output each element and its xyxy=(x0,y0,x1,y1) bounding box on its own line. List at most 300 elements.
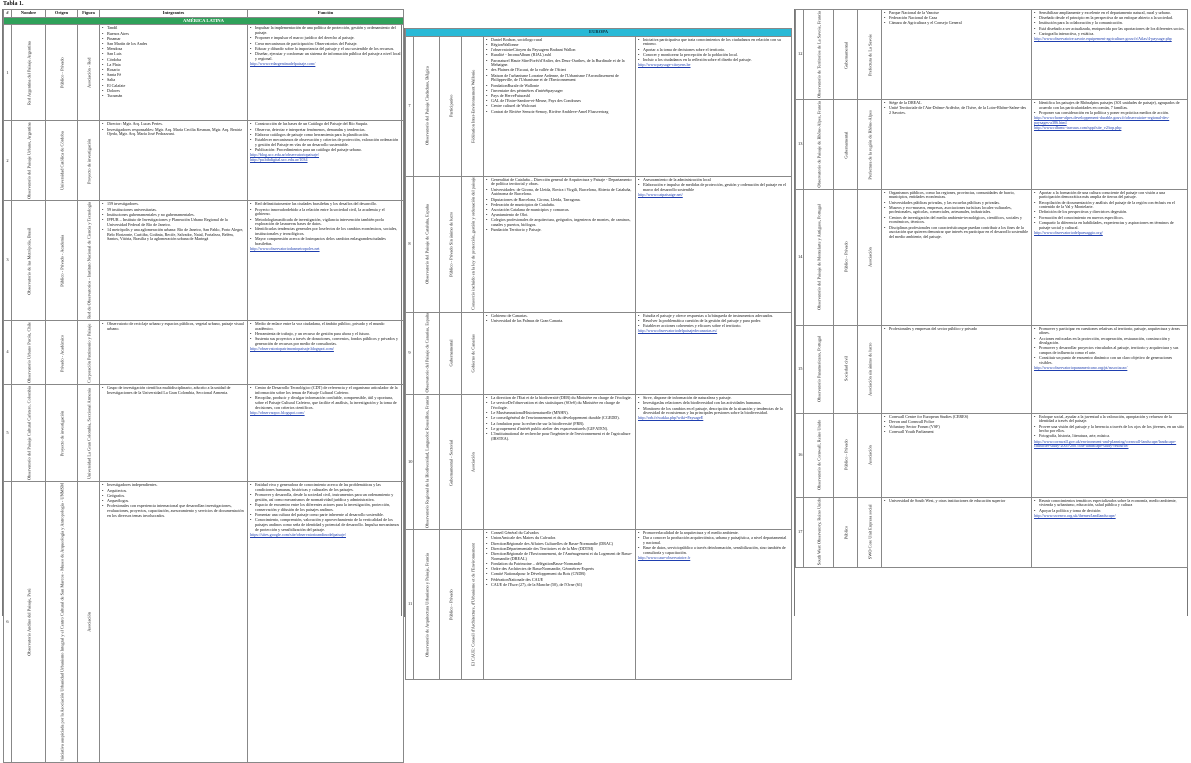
observatory-origin-text: Público - Privado xyxy=(448,589,453,621)
observatory-name-text: Observatorio del Paisaje de Montelarte y Antiguos, Portugal xyxy=(816,204,821,311)
members-list xyxy=(486,178,633,233)
observatory-origin xyxy=(834,10,858,100)
function-item: • Recopilación de documentación y análisis del paisaje de la región con énfasis en el contenido de la Val y Montelarte. xyxy=(1034,201,1185,210)
observatory-name xyxy=(414,312,440,395)
row-number-text: 5 xyxy=(6,429,9,435)
website-link[interactable]: http://observatoriopatrimoniopaisaje.blogspot.com/ xyxy=(250,346,334,352)
header-num: # xyxy=(4,10,12,18)
website-link[interactable]: http://www.rdbrmc-travaux.com/sppi/site_v2/top.php xyxy=(1034,124,1122,130)
row-number xyxy=(796,497,804,567)
table-row xyxy=(796,413,1188,497)
members-cell xyxy=(882,325,1032,413)
panel-europe-continued xyxy=(794,9,1188,616)
member-item: • Observatorio de reciclaje urbano y espacios públicos, vegetal urbano, paisaje visual urbano. xyxy=(102,322,245,331)
row-number xyxy=(796,100,804,190)
members-list xyxy=(102,386,245,395)
table-header-row xyxy=(4,10,404,18)
row-number-text: 8 xyxy=(408,240,411,246)
members-cell xyxy=(100,385,248,482)
observatory-name-text: Observatorio Urbano Pucón, Chile xyxy=(26,322,31,384)
observatory-name-text: Observatorio de Arquitectura Urbanismo y Paisaje, Francia xyxy=(424,552,429,657)
member-item: • Cámara de Agricultura y el Consejo General xyxy=(884,21,1029,26)
members-list xyxy=(884,11,1029,26)
observatory-figure-text: Asociación xyxy=(867,247,872,267)
website-link[interactable]: http://www.paysage-citoyens.be xyxy=(638,62,691,68)
observatory-figure xyxy=(462,176,484,312)
observatory-name xyxy=(12,25,46,121)
function-item: • Conocer y monitorear la percepción de la población local. xyxy=(638,53,789,58)
member-item: • Pays de HerveFuturasbl xyxy=(486,94,633,99)
functions-list xyxy=(250,26,401,61)
member-item: • Le groupement d'intérêt public atelier des espacesnaturels (GIP ATEN). xyxy=(486,427,633,432)
observatory-origin xyxy=(46,25,78,121)
function-item: • Proponer e impulsar el marco jurídico del derecho al paisaje. xyxy=(250,36,401,41)
functions-list xyxy=(638,38,789,63)
row-number xyxy=(406,530,414,680)
observatory-origin-text: Gubernamental xyxy=(843,40,848,69)
member-item: • Arquitectos. xyxy=(102,489,245,494)
members-cell xyxy=(100,121,248,201)
function-item: • Sirve, dispone de información de naturaleza y paisaje. xyxy=(638,396,789,401)
member-item: • GAL de l'Entre-Sambre-et-Meuse, Pays des Condruses xyxy=(486,99,633,104)
member-item: • FondationRurale de Wallonie xyxy=(486,84,633,89)
member-item: • Contrat de Rivière Semois-Semoy, Rivière Ambleve-Amel Flussvertrag xyxy=(486,110,633,115)
observatory-figure-text: SWO Core Unit Enpresa social xyxy=(867,504,872,560)
website-link[interactable]: http://www.swenvo.org.uk/themes/landlandscape/ xyxy=(1034,512,1116,518)
observatory-origin-text: Gubernamental xyxy=(843,130,848,158)
members-cell xyxy=(100,321,248,385)
observatory-origin-text: Público - Privado xyxy=(843,439,848,471)
table-title: Tabla 1. xyxy=(3,1,24,7)
observatory-origin-text: Gubernamental xyxy=(448,339,453,367)
observatory-figure-text: Asociación xyxy=(867,445,872,465)
website-link[interactable]: http://www.observatoire.savoie.equipement-agriculture.gouv.fr/Atlas/4-paysage.php xyxy=(1034,36,1172,42)
observatory-name xyxy=(12,321,46,385)
member-item: • Grupo de investigación científica multidisciplinario, adscrito a la unidad de Investigaciones de la Universidad La Gran Colombia, Seccional Armenia. xyxy=(102,386,245,395)
row-number xyxy=(796,10,804,100)
functions-list xyxy=(638,314,789,329)
member-item: • Museos y eco-museos, empresas, asociaciones turísticas locales-culturales, profesionales, agrícolas, comerciales, artesanales, industriales. xyxy=(884,206,1029,215)
member-item: • Geógrafos. xyxy=(102,494,245,499)
row-number xyxy=(796,189,804,325)
website-link[interactable]: http://www.caue-observatoire.fr xyxy=(638,555,691,561)
observatory-figure-text: Asociación xyxy=(86,612,91,633)
website-link[interactable]: http://www.observatoriodelpaesaggio.org/ xyxy=(1034,229,1103,235)
table-row xyxy=(4,482,404,763)
member-item: • La direction de l'Etat et de la biodiversité (DEB) du Ministère en charge de l'écologie. xyxy=(486,396,633,401)
table-row xyxy=(406,176,792,312)
observatory-name-text: Observatorio Andino del Paisaje, Perú xyxy=(26,588,31,656)
table-row xyxy=(406,395,792,530)
function-item: • Acciones enfocadas en la protección, recuperación, restauración, construcción y divulgación. xyxy=(1034,337,1185,346)
function-cell xyxy=(248,121,404,201)
functions-list xyxy=(638,396,789,416)
row-number xyxy=(406,176,414,312)
function-cell xyxy=(248,321,404,385)
member-item: • Director: Mgtr. Arq. Lucas Peries. xyxy=(102,122,245,127)
member-item: • Federación de municipios de Cataluña. xyxy=(486,203,633,208)
header-members: Integrantes xyxy=(100,10,248,18)
functions-list xyxy=(1034,499,1185,514)
header-origin: Origen xyxy=(46,10,78,18)
members-cell xyxy=(484,312,636,395)
observatory-figure-text: Corporación Patrimonio y Paisaje xyxy=(86,323,91,383)
members-cell xyxy=(882,497,1032,567)
member-item: • CAUE de l'Eure (27), de la Manche (50), de l'Orne (61) xyxy=(486,583,633,588)
observatory-figure-text: Consorcio incluido en la ley de protección, gestión y ordenación del paisaje xyxy=(470,177,475,311)
member-item: • Universidad de las Palmas de Gran Canaria. xyxy=(486,319,633,324)
member-item: • Comité Nationalpour le Développement du Bois (CNDB) xyxy=(486,572,633,577)
member-item: • Organismos públicos, como las regiones, provincias, comunidades de barrio, municipios, entidades económicas. xyxy=(884,191,1029,200)
members-list xyxy=(102,483,245,518)
row-number-text: 15 xyxy=(798,365,803,371)
website-link[interactable]: http://observaopcc.blogspot.com/ xyxy=(250,409,305,415)
function-cell xyxy=(636,395,792,530)
website-link[interactable]: http://www.observatoriodelpaisajedecanarias.es/ xyxy=(638,328,718,334)
header-name: Nombre xyxy=(12,10,46,18)
member-item: • Dolores xyxy=(102,89,245,94)
observatory-figure-text: Prefectura de la región de Rhône-Alpes xyxy=(867,109,872,180)
function-item: • Elaborar catálogos de paisaje como herramienta para la planificación. xyxy=(250,133,401,138)
observatory-name xyxy=(804,413,834,497)
function-cell xyxy=(636,312,792,395)
member-item: • Cornwall Centre for European Studies (CERES) xyxy=(884,415,1029,420)
member-item: • La fondation pour la recherche sur la biodiversité (FRB). xyxy=(486,422,633,427)
member-item: • DirectionRégionale des Affaires Culturelles de Basse-Normandie (DRAC) xyxy=(486,542,633,547)
observatory-name xyxy=(12,201,46,321)
function-cell xyxy=(636,176,792,312)
observatory-name-text: South West Observatory, Reino Unido xyxy=(816,498,821,566)
member-item: • La Plata xyxy=(102,63,245,68)
member-item: • Universidades: de Girona, de Lleida, Rovira i Virgili, Barcelona, Abierta de Cataluña, Autónoma de Barcelona. xyxy=(486,188,633,197)
observatory-figure xyxy=(858,497,882,567)
europe-continued-rows xyxy=(796,10,1188,568)
function-item: • Investigaslas relaciones dela biodiversidad con las actividades humanas. xyxy=(638,401,789,406)
function-item: • Definición de los perspectivas y directrices degestión. xyxy=(1034,210,1185,215)
observatory-origin-text: Público - Privado - Academia xyxy=(59,234,64,287)
members-list xyxy=(486,314,633,324)
member-item: • Colegios profesionales de arquitectura, geógrafos, ingenieros de montes, de caminos, canales y puertos, biólogos. xyxy=(486,218,633,227)
observatory-name xyxy=(414,395,440,530)
observatory-name xyxy=(414,176,440,312)
members-cell xyxy=(484,530,636,680)
member-item: • Generalitat de Cataluña – Dirección general de Arquitectura y Paisaje - Departamento de política territorial y obras. xyxy=(486,178,633,187)
observatory-name-text: Red Argentina del Paisaje Argentina xyxy=(26,41,31,105)
members-cell xyxy=(484,176,636,312)
functions-list xyxy=(1034,415,1185,440)
members-cell xyxy=(100,482,248,763)
member-item: • FédérationNationale des CAUE xyxy=(486,578,633,583)
members-cell xyxy=(882,189,1032,325)
function-item: • Metodologíasunificada de investigación, vigilancia intervención también porla exploración de lasnuevas bases de datos. xyxy=(250,218,401,227)
member-item: • Universidades públicas privadas, y las escuelas públicas y privadas. xyxy=(884,201,1029,206)
header-figure: Figura xyxy=(78,10,100,18)
function-item: • Dar a conocer la producción arquitectónica, urbana y paisajística, a nivel departamental y nacional. xyxy=(638,536,789,545)
observatory-origin xyxy=(46,321,78,385)
function-item: • Recopilar, producir y divulgar información confiable, comprensible, útil y oportuna, sobre el Paisaje Cultural Cafetero, que facilite el análisis, la investigación y la toma de decisiones, con criterios científicos. xyxy=(250,396,401,410)
members-list xyxy=(486,531,633,587)
row-number-text: 11 xyxy=(408,601,413,607)
members-list xyxy=(102,122,245,137)
function-item: • Enfoque social, ayudar a la juventud a la valoración, apropiación y refuerzo de la identidad a través del paisaje. xyxy=(1034,415,1185,424)
website-link[interactable]: http://www.redargentinadelpaisaje.com/ xyxy=(250,60,316,66)
table-row xyxy=(796,189,1188,325)
table-row xyxy=(796,325,1188,413)
functions-list xyxy=(250,322,401,347)
observatory-figure xyxy=(858,189,882,325)
website-link[interactable]: http://blog.ucc.edu.ar/observatoriopaisaje/ xyxy=(250,152,320,158)
observatory-figure xyxy=(462,530,484,680)
row-number-text: 1 xyxy=(6,69,9,75)
header-function: Función xyxy=(248,10,404,18)
observatory-figure-text: Asociación xyxy=(470,452,475,473)
member-item: • Rosario xyxy=(102,68,245,73)
panel-latin-america xyxy=(2,9,402,762)
member-item: • Daniel Bodson, sociólogo rural xyxy=(486,38,633,43)
row-number xyxy=(406,36,414,176)
member-item: • DirectionRégionale de l'Environnement, de l'Aménagement et du Logement de Basse-Normandie (DREAL) xyxy=(486,552,633,561)
function-item: • Provee una visión del paisaje y la herencia a través de los ojos de los jóvenes, en un sitio hecho por ellos. xyxy=(1034,425,1185,434)
observatory-name xyxy=(804,497,834,567)
function-cell xyxy=(1032,413,1188,497)
observatory-name-text: Observatorio del Paisaje Ciudadano, Bélgica xyxy=(424,66,429,146)
function-cell xyxy=(1032,497,1188,567)
member-item: • 59 instituciones universitarias. xyxy=(102,208,245,213)
function-item: • Conocimiento, comprensión, valoración y aprovechamiento de la verticalidad de los paisajes andinos como seña de identidad y potencial de desarrollo. Impulsa mecanismos de protección y sensibilización del paisaje. xyxy=(250,518,401,532)
table-row xyxy=(4,321,404,385)
table-row xyxy=(4,121,404,201)
member-item: • des Plaines de l'Escaut, de la vallée de l'Attert xyxy=(486,68,633,73)
observatory-figure xyxy=(462,395,484,530)
row-number-text: 2 xyxy=(6,157,9,163)
member-item: • Asociación Catalana de municipios y comarcas. xyxy=(486,208,633,213)
row-number xyxy=(406,395,414,530)
member-item: • Tandil xyxy=(102,26,245,31)
function-cell xyxy=(248,482,404,763)
member-item: • Devon and Cornwall Police xyxy=(884,420,1029,425)
observatory-figure-text: Universidad La Gran Colombia, Seccional Armenia xyxy=(86,387,91,479)
website-link[interactable]: http://orb.fr/wakka.php?wiki=PaysageE xyxy=(638,415,704,421)
table-latin-america xyxy=(3,9,404,763)
member-item: • Gobierno de Canarias. xyxy=(486,314,633,319)
function-item: • Establecer acciones coherentes y eficaces sobre el territorio. xyxy=(638,324,789,329)
function-item: • Institución para la colaboración y la comunicación. xyxy=(1034,21,1185,26)
function-item: • Herramienta de trabajo, y un recurso de gestión para ahora y el futuro. xyxy=(250,332,401,337)
observatory-figure-text: Asociación sin ánimo de lucro xyxy=(867,342,872,396)
table-row xyxy=(406,36,792,176)
function-item: • Educar y difundir sobre la importancia del paisaje y el uso sostenible de los recursos. xyxy=(250,47,401,52)
observatory-origin-text: Privado - Académico xyxy=(59,334,64,372)
member-item: • RégionWallonne xyxy=(486,43,633,48)
member-item: • El Calafate xyxy=(102,84,245,89)
member-item: • Arqueólogos. xyxy=(102,499,245,504)
members-list xyxy=(884,327,1029,332)
table-row xyxy=(406,312,792,395)
function-item: • Estudia el paisaje y ofrece respuestas a la búsqueda de instrumentos adecuados. xyxy=(638,314,789,319)
member-item: • Conseil Général du Calvados xyxy=(486,531,633,536)
function-cell xyxy=(1032,189,1188,325)
region-heading-europe: EUROPA xyxy=(406,29,792,37)
member-item: • Voluntary Sector Forum (VSF) xyxy=(884,425,1029,430)
row-number-text: 13 xyxy=(798,140,803,146)
function-cell xyxy=(1032,100,1188,190)
observatory-origin xyxy=(834,189,858,325)
function-cell xyxy=(1032,325,1188,413)
row-number-text: 10 xyxy=(408,458,413,464)
members-list xyxy=(102,26,245,98)
function-item: • Diseñar, ejecutar y conformar un sistema de información pública del paisaje a nivel local y regional. xyxy=(250,52,401,61)
observatory-name-text: Observatorio del Paisaje Urbano, Argentina xyxy=(26,122,31,200)
observatory-name xyxy=(804,100,834,190)
member-item: • Buenos Aires xyxy=(102,32,245,37)
observatory-figure xyxy=(462,36,484,176)
observatory-origin-text: Proyecto de investigación xyxy=(59,410,64,456)
row-number xyxy=(4,25,12,121)
observatory-origin-text: Público - Privado xyxy=(843,241,848,273)
function-cell xyxy=(636,36,792,176)
observatory-origin xyxy=(440,530,462,680)
observatory-figure xyxy=(78,121,100,201)
website-link[interactable]: https://sites.google.com/site/observatorioandinodelpaisaje/ xyxy=(250,531,346,537)
observatory-origin-text: Participativo xyxy=(448,94,453,118)
table-row xyxy=(406,530,792,680)
function-item: • Mayor comprensión acerca de losimpactos delos cambios enlasgrandesciudades brasileñas. xyxy=(250,237,401,246)
members-list xyxy=(884,415,1029,435)
function-item: • Establecer mecanismos de observación y criterios de protección, valoración ordenación y gestión del Paisaje en vías de un desarrollo sustentable. xyxy=(250,138,401,147)
member-item: • Centros de investigación del medio ambiente-tecnológicos, científicos, sociales y económicos, técnicos. xyxy=(884,216,1029,225)
observatory-figure xyxy=(462,312,484,395)
panel-europe xyxy=(404,28,792,667)
website-link[interactable]: http://www.observatoriodasmetropoles.net xyxy=(250,246,320,252)
row-number xyxy=(406,312,414,395)
observatory-figure xyxy=(858,100,882,190)
website-link[interactable]: http://www.catpaisatge.net/ xyxy=(638,191,683,197)
members-cell xyxy=(882,10,1032,100)
function-item: • Aportar a la formación de una cultura consciente del paisaje con visión a una participación democrática más amplia de tierras del paisaje. xyxy=(1034,191,1185,200)
member-item: • Ordre des Architectes de BasseNormandie, Géomètres-Experts xyxy=(486,567,633,572)
member-item: • Maison de l'urbanisme Lorraine Ardenne, de l'Urbanisme l'Arrondissement de Philippeville, de l'Urbanisme et de l'Environnement xyxy=(486,74,633,83)
function-item: • Aportar a la toma de decisiones sobre el territorio. xyxy=(638,48,789,53)
member-item: • 159 investigadores. xyxy=(102,202,245,207)
function-item: • Sensibilizar ampliamente y excelente en el departamento natural, rural y urbano. xyxy=(1034,11,1185,16)
functions-list xyxy=(638,531,789,556)
row-number xyxy=(796,325,804,413)
function-item: • Base de datos, serviciopúblico a través deinformación, sensibilización, sino también de consultoría y capacitación. xyxy=(638,546,789,555)
function-item: • Red delinstitutosentre las ciudades brasileñas y los desafíos del desarrollo. xyxy=(250,202,401,207)
observatory-name xyxy=(12,385,46,482)
member-item: • Instituciones gubernamentales y no gubernamentales. xyxy=(102,213,245,218)
observatory-origin-text: Público - Privado xyxy=(59,57,64,89)
member-item: • Centre culturel de Walcourt xyxy=(486,104,633,109)
observatory-figure-text: Gobierno de Canarias xyxy=(470,334,475,373)
website-link[interactable]: http://pa.bibdigital.ucc.edu.ar/1034 xyxy=(250,156,308,162)
row-number-text: 12 xyxy=(798,51,803,57)
function-item: • Resolver la problemática cuestión de la gestión del paisaje y para poder. xyxy=(638,319,789,324)
observatory-figure-text: Asociación - Red xyxy=(86,57,91,89)
observatory-origin xyxy=(440,312,462,395)
member-item: • Investigadores independientes. xyxy=(102,483,245,488)
observatory-origin-text: Público - Privado Sin ánimo de lucro xyxy=(448,211,453,277)
website-link[interactable]: http://www.cornwall.gov.uk/environment-and-planning/cornwall-landscape/landscape-character-study-2005-2007/the-landscape-study-resource/ xyxy=(1034,438,1177,449)
function-item: • Está diseñado a ser actualizada, enriquecida por las aportaciones de los diferentes socios. xyxy=(1034,27,1185,32)
observatory-origin xyxy=(46,121,78,201)
observatory-origin xyxy=(834,325,858,413)
row-number-text: 4 xyxy=(6,349,9,355)
function-item: • Apoyar la política y toma de decisión xyxy=(1034,509,1185,514)
member-item: • Le MuséumnationalHistoirenaturelle (MNHN). xyxy=(486,411,633,416)
latam-rows xyxy=(4,25,404,763)
member-item: • San Martín de los Andes xyxy=(102,42,245,47)
members-list xyxy=(486,38,633,115)
observatory-name-text: Observatorio de Cornwall, Reino Unido xyxy=(816,419,821,491)
table-row xyxy=(4,385,404,482)
member-item: • Ruralité - InconuAlbum (RIAL) asbl xyxy=(486,53,633,58)
table-europe xyxy=(405,28,792,680)
observatory-figure-text: El CAUE: Conseil d'Architecture, d'Urbanisme et de l'Environnement xyxy=(470,543,475,667)
member-item: • Córdoba xyxy=(102,58,245,63)
observatory-figure xyxy=(78,321,100,385)
members-list xyxy=(102,202,245,242)
table-row xyxy=(4,25,404,121)
observatory-figure xyxy=(858,325,882,413)
function-item: • Promover y participar en cuestiones relativas al territorio, paisaje, arquitectura y áreas afines. xyxy=(1034,327,1185,336)
website-link[interactable]: http://www.rhone-alpes.developpement-durable.gouv.fr/observatoire-regional-des-paysages-a386.html xyxy=(1034,115,1170,125)
row-number-text: 7 xyxy=(408,102,411,108)
function-item: • Identifica los paisajes de Rhônalpins paisajes (301 unidades de paisaje), agrupados de acuerdo con las particularidades en común, 7 familias. xyxy=(1034,101,1185,110)
region-heading-latam: AMÉRICA LATINA xyxy=(4,17,404,25)
observatory-figure xyxy=(858,413,882,497)
function-item: • Iniciativa participativa que trata conocimientos de los ciudadanos en relación con su entorno. xyxy=(638,38,789,47)
member-item: • Pinamar xyxy=(102,37,245,42)
row-number-text: 17 xyxy=(798,528,803,534)
function-item: • Observar, detectar e interpretar fenómenos, demandas y tendencias. xyxy=(250,128,401,133)
functions-list xyxy=(250,122,401,152)
function-item: • Monitoreo de los cambios en el paisaje, descripción de la situación y tendencias de la diversidad de ecosistemas y las principales presiones sobre la biodiversidad. xyxy=(638,407,789,416)
member-item: • Disciplinas profesionales con característicasque puedan contribuir a los fines de la asociación que quieren demostrar que interés en participar en el desarrollo sostenible del medio ambiente, del paisaje. xyxy=(884,226,1029,240)
members-list xyxy=(486,396,633,441)
row-number xyxy=(4,201,12,321)
members-list xyxy=(884,499,1029,504)
website-link[interactable]: http://www.observatoriopanamericano.org/pt/associacao/ xyxy=(1034,365,1128,371)
observatory-origin-text: Público xyxy=(843,525,848,539)
observatory-figure xyxy=(78,201,100,321)
row-number-text: 16 xyxy=(798,451,803,457)
member-item: • Profesionales y empresas del sector público y privado xyxy=(884,327,1029,332)
function-item: • Construcción de las bases de un Catálogo del Paisaje del Río Suquía. xyxy=(250,122,401,127)
observatory-origin xyxy=(46,385,78,482)
member-item: • Fundación Territorio y Paisaje. xyxy=(486,228,633,233)
function-item: • Elaboración e impulso de medidas de protección, gestión y ordenación del paisaje en el marco del desarrollo sostenible xyxy=(638,183,789,192)
row-number-text: 9 xyxy=(408,350,411,355)
function-item: • Identificarlas tendencias generales por losefectos de los cambios económicos, sociales, institucionales y tecnológicos. xyxy=(250,227,401,236)
observatory-name xyxy=(12,121,46,201)
table-row xyxy=(796,100,1188,190)
table-row xyxy=(796,10,1188,100)
function-item: • Espacio de encuentro entre los diferentes actores para la investigación, protección, conservación y difusión de los paisajes andinos. xyxy=(250,503,401,512)
members-cell xyxy=(882,413,1032,497)
function-item: • Fomentar una cultura del paisaje como parte inherente al desarrollo sostenible. xyxy=(250,513,401,518)
function-item: • Centro de Desarrollo Tecnológico (CDT) de referencia y el organismo articulador de la información sobre los temas de Paisaje Cultural Cafetero. xyxy=(250,386,401,395)
observatory-name-text: Observatorio del Paisaje de Cataluña, España xyxy=(424,204,429,285)
row-number-text: 6 xyxy=(6,618,9,624)
function-item: • Promover y desarrollar proyectos vinculados al paisaje, territorio y arquitectura y sus campos de influencia como el arte. xyxy=(1034,346,1185,355)
members-list xyxy=(884,191,1029,240)
member-item: • l'observatoireCitoyen du Paysagem Brabant Wallon xyxy=(486,48,633,53)
observatory-name xyxy=(804,10,834,100)
function-cell xyxy=(248,385,404,482)
functions-list xyxy=(250,202,401,246)
members-cell xyxy=(882,100,1032,190)
